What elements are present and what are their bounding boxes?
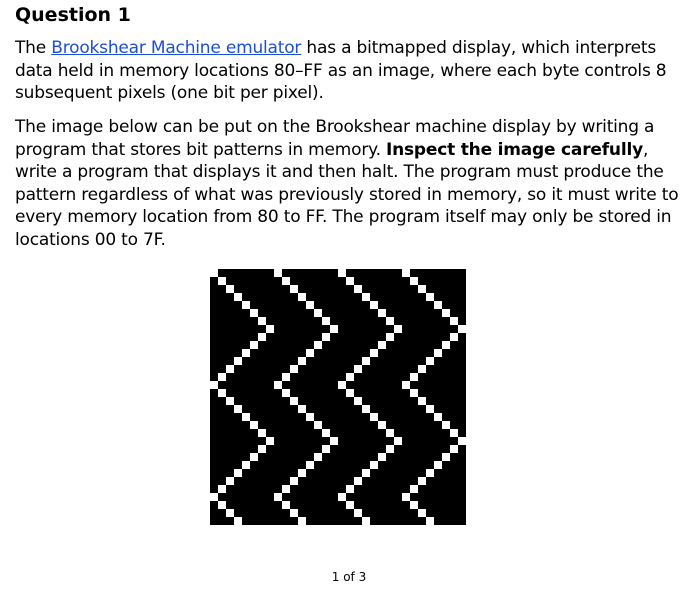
bitmap-pixel — [410, 277, 418, 285]
bitmap-pixel — [418, 509, 426, 517]
bitmap-pixel — [282, 389, 290, 397]
bitmap-pixel — [426, 357, 434, 365]
bitmap-pixel — [322, 445, 330, 453]
bitmap-pixel — [442, 341, 450, 349]
bitmap-pixel — [370, 413, 378, 421]
bitmap-pixel — [426, 405, 434, 413]
intro-text-start: The — [15, 38, 52, 58]
bitmap-pixel — [386, 429, 394, 437]
bitmap-pixel — [282, 501, 290, 509]
bitmap-pixel — [410, 373, 418, 381]
bitmap-pixel — [218, 389, 226, 397]
bitmap-display-image — [210, 269, 466, 525]
bitmap-pixel — [378, 309, 386, 317]
bitmap-pixel — [250, 341, 258, 349]
bitmap-pixel — [394, 437, 402, 445]
bitmap-pixel — [258, 429, 266, 437]
bitmap-pixel — [274, 269, 282, 277]
bitmap-pixel — [402, 493, 410, 501]
bitmap-pixel — [266, 325, 274, 333]
bitmap-pixel — [322, 429, 330, 437]
bitmap-pixel — [338, 381, 346, 389]
task-emphasis: Inspect the image carefully — [385, 139, 643, 160]
bitmap-pixel — [410, 389, 418, 397]
bitmap-pixel — [434, 413, 442, 421]
bitmap-pixel — [330, 325, 338, 333]
bitmap-pixel — [298, 517, 306, 525]
task-paragraph — [15, 116, 683, 251]
bitmap-pixel — [362, 469, 370, 477]
bitmap-pixel — [314, 421, 322, 429]
bitmap-pixel — [242, 461, 250, 469]
bitmap-pixel — [370, 349, 378, 357]
bitmap-pixel — [250, 421, 258, 429]
bitmap-pixel — [322, 317, 330, 325]
bitmap-pixel — [234, 469, 242, 477]
bitmap-pixel — [330, 437, 338, 445]
bitmap-pixel — [394, 325, 402, 333]
bitmap-pixel — [274, 493, 282, 501]
bitmap-pixel — [346, 389, 354, 397]
bitmap-pixel — [234, 517, 242, 525]
bitmap-pixel — [442, 309, 450, 317]
bitmap-pixel — [402, 269, 410, 277]
bitmap-pixel — [418, 285, 426, 293]
bitmap-pixel — [298, 357, 306, 365]
bitmap-pixel — [442, 453, 450, 461]
bitmap-pixel — [346, 373, 354, 381]
bitmap-pixel — [210, 381, 218, 389]
bitmap-pixel — [354, 365, 362, 373]
bitmap-pixel — [234, 405, 242, 413]
bitmap-pixel — [242, 301, 250, 309]
bitmap-pixel — [314, 341, 322, 349]
intro-text-end: has a bitmapped display, which interprets data held in memory locations 80–FF as an image, where each byte controls 8 subsequent pixels (one bit per pixel). — [15, 38, 667, 103]
bitmap-pixel — [306, 413, 314, 421]
bitmap-pixel — [298, 405, 306, 413]
bitmap-pixel — [218, 501, 226, 509]
bitmap-pixel — [346, 277, 354, 285]
bitmap-pixel — [226, 477, 234, 485]
bitmap-pixel — [282, 485, 290, 493]
bitmap-pixel — [378, 453, 386, 461]
bitmap-pixel — [226, 365, 234, 373]
bitmap-pixel — [306, 301, 314, 309]
bitmap-pixel — [386, 333, 394, 341]
bitmap-pixel — [450, 333, 458, 341]
bitmap-pixel — [290, 397, 298, 405]
bitmap-pixel — [314, 309, 322, 317]
bitmap-pixel — [354, 397, 362, 405]
bitmap-pixel — [378, 341, 386, 349]
bitmap-pixel — [314, 453, 322, 461]
bitmap-pixel — [306, 461, 314, 469]
bitmap-pixel — [354, 477, 362, 485]
bitmap-pixel — [226, 397, 234, 405]
bitmap-pixel — [386, 317, 394, 325]
bitmap-pixel — [338, 269, 346, 277]
bitmap-pixel — [354, 285, 362, 293]
bitmap-pixel — [242, 349, 250, 357]
bitmap-pixel — [234, 293, 242, 301]
bitmap-pixel — [226, 509, 234, 517]
bitmap-pixel — [346, 485, 354, 493]
bitmap-pixel — [362, 357, 370, 365]
bitmap-pixel — [322, 333, 330, 341]
bitmap-pixel — [426, 469, 434, 477]
bitmap-pixel — [338, 493, 346, 501]
bitmap-pixel — [258, 333, 266, 341]
bitmap-pixel — [450, 445, 458, 453]
bitmap-pixel — [218, 373, 226, 381]
bitmap-pixel — [410, 501, 418, 509]
bitmap-pixel — [450, 429, 458, 437]
page-number: 1 of 3 — [331, 570, 367, 584]
bitmap-pixel — [210, 269, 218, 277]
bitmap-pixel — [218, 485, 226, 493]
task-text-start: The image below can be put on the Brookshear machine display by writing a program that stores bit patterns in memory. — [15, 117, 655, 160]
bitmap-pixel — [418, 397, 426, 405]
bitmap-pixel — [250, 309, 258, 317]
bitmap-pixel — [458, 325, 466, 333]
bitmap-pixel — [290, 285, 298, 293]
bitmap-pixel — [370, 461, 378, 469]
bitmap-pixel — [218, 277, 226, 285]
bitmap-pixel — [450, 317, 458, 325]
bitmap-pixel — [434, 349, 442, 357]
bitmap-pixel — [442, 421, 450, 429]
bitmap-pixel — [274, 381, 282, 389]
bitmap-pixel — [210, 493, 218, 501]
bitmap-pixel — [426, 517, 434, 525]
bitmap-pixel — [370, 301, 378, 309]
bitmap-pixel — [362, 517, 370, 525]
bitmap-pixel — [386, 445, 394, 453]
bitmap-pixel — [410, 485, 418, 493]
bitmap-pixel — [290, 509, 298, 517]
bitmap-pixel — [346, 501, 354, 509]
bitmap-pixel — [418, 365, 426, 373]
bitmap-pixel — [282, 373, 290, 381]
bitmap-pixel — [362, 293, 370, 301]
question-heading: Question 1 — [15, 4, 131, 26]
bitmap-pixel — [298, 293, 306, 301]
bitmap-pixel — [226, 285, 234, 293]
bitmap-pixel — [378, 421, 386, 429]
bitmap-pixel — [306, 349, 314, 357]
bitmap-pixel — [290, 477, 298, 485]
bitmap-pixel — [434, 461, 442, 469]
bitmap-pixel — [418, 477, 426, 485]
task-text-end: , write a program that displays it and then halt. The program must produce the pattern regardless of what was previously stored in memory, so it must write to every memory location from 80 to FF. The program itself may only be stored in locations 00 to 7F. — [15, 139, 679, 250]
bitmap-pixel — [298, 469, 306, 477]
bitmap-pixel — [426, 293, 434, 301]
bitmap-pixel — [362, 405, 370, 413]
bitmap-pixel — [290, 365, 298, 373]
bitmap-pixel — [282, 277, 290, 285]
brookshear-emulator-link[interactable]: Brookshear Machine emulator — [51, 38, 302, 58]
bitmap-pixel — [258, 317, 266, 325]
intro-paragraph — [15, 37, 683, 105]
bitmap-pixel — [258, 445, 266, 453]
bitmap-pixel — [354, 509, 362, 517]
bitmap-pixel — [458, 437, 466, 445]
bitmap-pixel — [402, 381, 410, 389]
bitmap-pixel — [266, 437, 274, 445]
bitmap-pixel — [434, 301, 442, 309]
bitmap-pixel — [250, 453, 258, 461]
bitmap-pixel — [234, 357, 242, 365]
bitmap-pixel — [242, 413, 250, 421]
